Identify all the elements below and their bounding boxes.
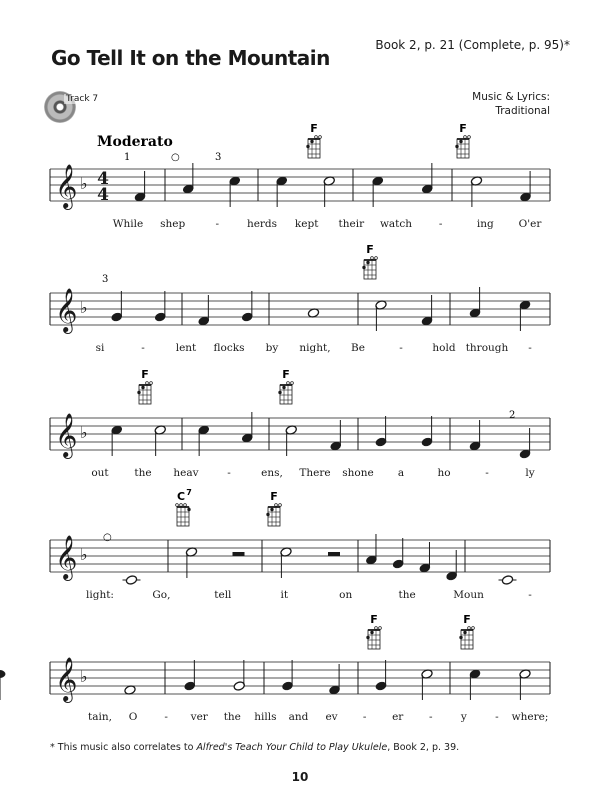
chord-name: F [366, 243, 374, 256]
lyric-syllable: flocks [213, 342, 245, 354]
chord-diagram-f [459, 613, 474, 649]
lyric-syllable: shone [342, 467, 374, 479]
lyric-syllable: ly [525, 467, 535, 479]
lyric-syllable: - [528, 342, 532, 354]
lyric-syllable: er [392, 711, 404, 723]
lyric-syllable: - [438, 218, 443, 230]
footnote-book-title: Alfred's Teach Your Child to Play Ukulele [196, 742, 388, 753]
lyric-syllable: While [112, 218, 144, 230]
lyric-syllable: watch [379, 218, 413, 230]
lyric-syllable: - [164, 711, 168, 723]
lyric-syllable: a [397, 467, 405, 479]
lyric-syllable: hills [254, 711, 277, 723]
footnote-prefix: * This music also correlates to [50, 742, 197, 753]
footnote-suffix: , Book 2, p. 39. [387, 742, 460, 753]
chord-diagram-f [278, 368, 293, 404]
note-head [501, 575, 513, 586]
chord-name: F [310, 122, 318, 135]
flat-key-signature: ♭ [80, 545, 88, 564]
lyric-syllable: - [528, 589, 532, 601]
fingering-number: 3 [102, 274, 109, 285]
lyric-syllable: hold [432, 342, 456, 354]
treble-clef: 𝄞 [55, 288, 78, 332]
tempo-marking: Moderato [97, 134, 173, 150]
time-signature-bottom: 4 [97, 185, 109, 205]
chord-name: F [282, 368, 290, 381]
credits-line: Music & Lyrics: [472, 91, 550, 103]
lyric-syllable: light: [86, 589, 114, 601]
staff-system [50, 287, 550, 334]
credits-line: Traditional [495, 105, 550, 117]
note-head [0, 670, 5, 677]
lyric-syllable: - [399, 342, 403, 354]
lyric-syllable: - [362, 711, 367, 723]
lyric-syllable: tell [214, 589, 232, 601]
lyric-syllable: out [91, 467, 109, 479]
lyric-syllable: O [128, 711, 138, 723]
lyric-syllable: Moun [453, 589, 484, 601]
lyric-syllable: ens, [261, 467, 283, 479]
lyric-syllable: the [134, 467, 152, 479]
lyric-syllable: si [95, 342, 105, 354]
chord-name: F [463, 613, 471, 626]
footnote [50, 742, 459, 753]
track-label[interactable]: Track 7 [66, 94, 99, 104]
lyric-syllable: ev [325, 711, 338, 723]
chord-name: F [370, 613, 378, 626]
lyric-syllable: y [460, 711, 467, 723]
lyric-syllable: on [339, 589, 353, 601]
lyrics [86, 218, 548, 723]
treble-clef: 𝄞 [55, 413, 78, 457]
treble-clef: 𝄞 [55, 657, 78, 701]
half-rest [233, 552, 245, 556]
lyric-syllable: shep [160, 218, 186, 230]
lyric-syllable: the [223, 711, 241, 723]
lyric-syllable: Be [351, 342, 365, 354]
lyric-syllable: lent [175, 342, 197, 354]
lyric-syllable: and [288, 711, 309, 723]
lyric-syllable: Go, [152, 589, 171, 601]
chord-diagram-f [362, 243, 377, 279]
lyric-syllable: heav [173, 467, 199, 479]
lyric-syllable: ho [437, 467, 451, 479]
fingering-open: ○ [171, 152, 180, 163]
lyric-syllable: - [141, 342, 145, 354]
page-title: Go Tell It on the Mountain [51, 46, 330, 70]
lyric-syllable: ing [476, 218, 494, 230]
staff-system [0, 657, 550, 703]
flat-key-signature: ♭ [80, 423, 88, 442]
chord-diagram-c7 [176, 488, 192, 526]
staff-system [50, 412, 550, 459]
treble-clef: 𝄞 [55, 164, 78, 208]
treble-clef: 𝄞 [55, 535, 78, 579]
staff-system [50, 163, 550, 210]
lyric-syllable: tain, [88, 711, 112, 723]
fingering-number: 3 [215, 152, 222, 163]
lyric-syllable: - [215, 218, 220, 230]
lyric-syllable: There [299, 467, 331, 479]
note-head [125, 575, 137, 586]
lyric-syllable: their [338, 218, 365, 230]
chord-diagram-f [306, 122, 321, 158]
lyric-syllable: the [398, 589, 416, 601]
flat-key-signature: ♭ [80, 174, 88, 193]
lyric-syllable: by [265, 342, 279, 354]
lyric-syllable: ver [190, 711, 208, 723]
lyric-syllable: through [465, 342, 509, 354]
fingering-number: 2 [509, 410, 516, 421]
chord-name: F [141, 368, 149, 381]
flat-key-signature: ♭ [80, 298, 88, 317]
fingering-open: ○ [103, 532, 112, 543]
chord-name: F [459, 122, 467, 135]
fingering-number: 1 [124, 152, 131, 163]
lyric-syllable: night, [299, 342, 331, 354]
chord-diagram-f [455, 122, 470, 158]
book-reference: Book 2, p. 21 (Complete, p. 95)* [375, 38, 570, 52]
chord-name: C [176, 490, 186, 503]
lyric-syllable: it [280, 589, 289, 601]
chord-diagram-f [266, 490, 281, 526]
time-signature-top: 4 [97, 169, 109, 189]
lyric-syllable: - [428, 711, 433, 723]
lyric-syllable: where; [511, 711, 549, 723]
lyric-syllable: O'er [518, 218, 542, 230]
flat-key-signature: ♭ [80, 667, 88, 686]
lyric-syllable: - [227, 467, 231, 479]
chord-diagram-f [366, 613, 381, 649]
lyric-syllable: kept [294, 218, 319, 230]
lyric-syllable: - [495, 711, 499, 723]
chord-superscript: 7 [186, 488, 192, 497]
half-rest [328, 552, 340, 556]
lyric-syllable: herds [246, 218, 278, 230]
page-number: 10 [291, 770, 309, 784]
lyric-syllable: - [485, 467, 489, 479]
staff-system [50, 534, 550, 585]
chord-name: F [270, 490, 278, 503]
chord-diagram-f [137, 368, 152, 404]
